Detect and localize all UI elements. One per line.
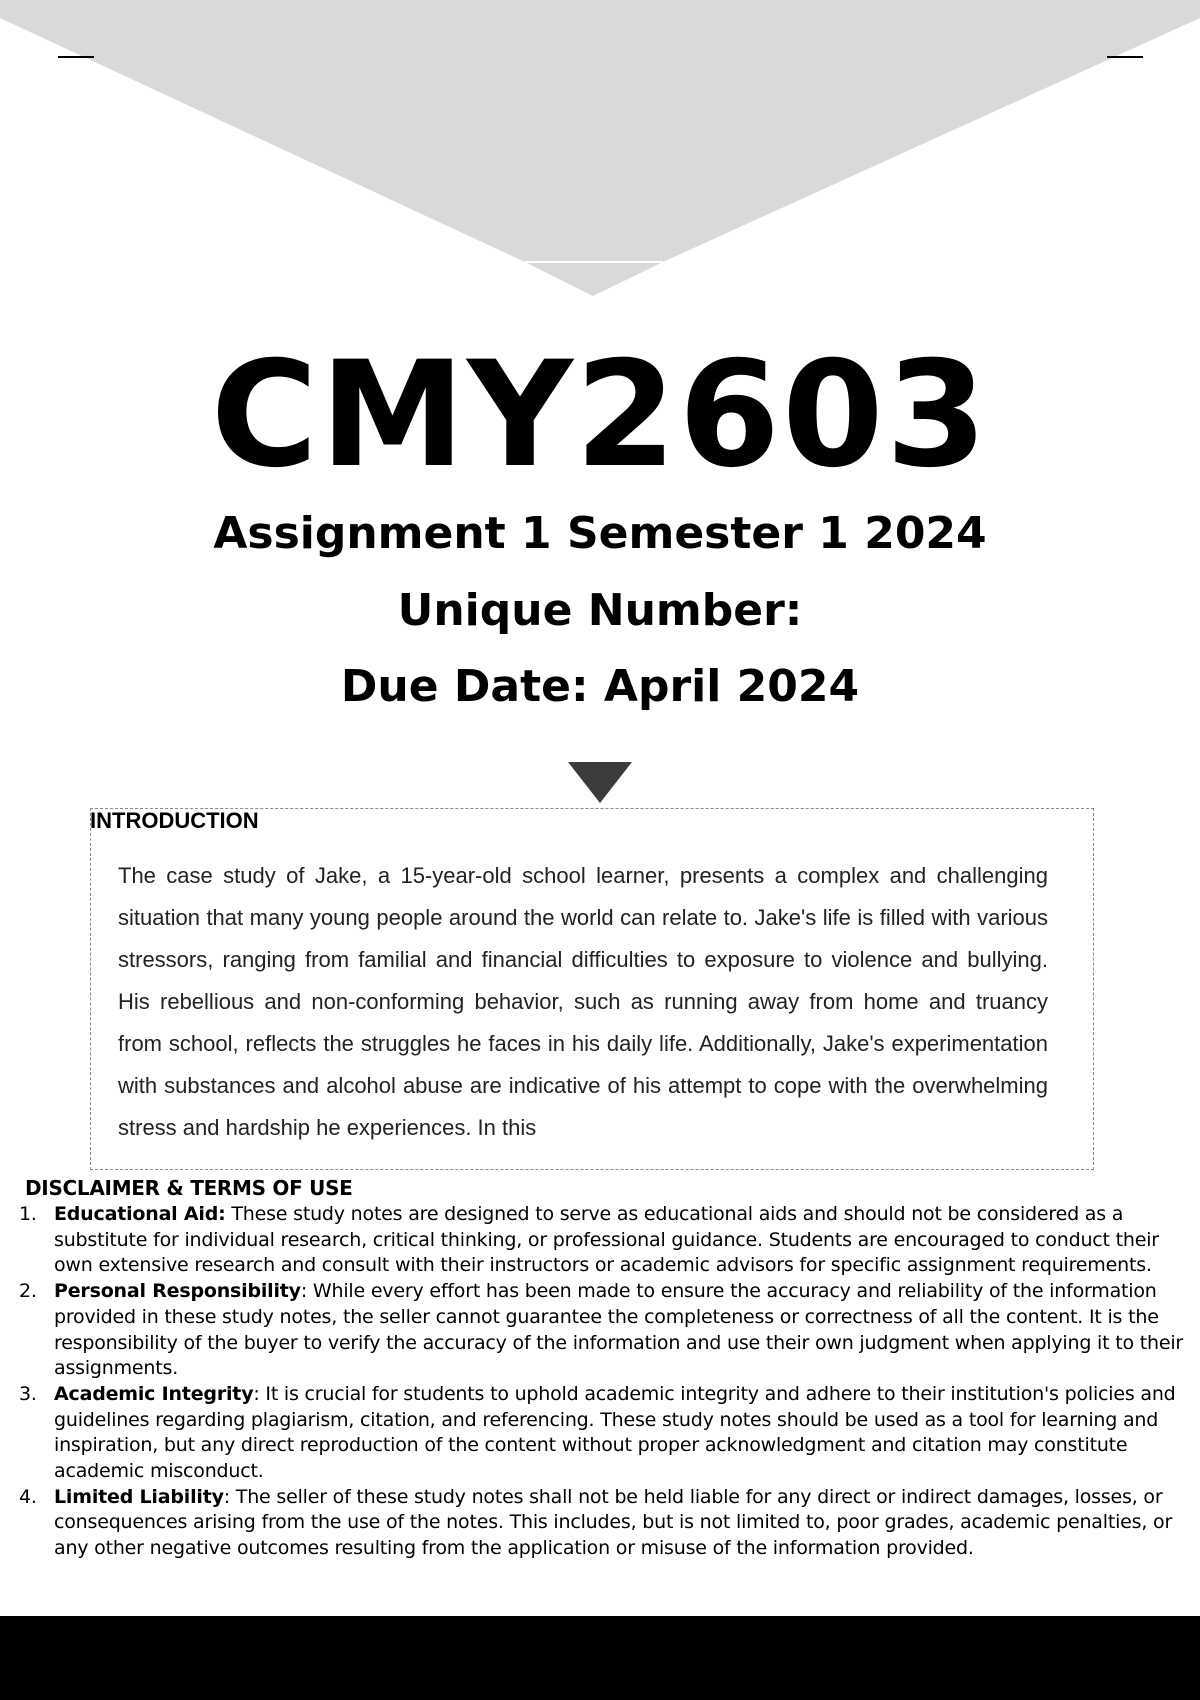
item-title: Educational Aid: [54,1203,226,1225]
corner-crop-mark-left [58,56,94,58]
introduction-box [90,808,1094,1170]
introduction-text: The case study of Jake, a 15-year-old school learner, presents a complex and challenging situation that many young people around the world can relate to. Jake's life is filled with various stressors, ranging from familial and financial difficulties to exposure to violence and bullying. His rebellious and non-conforming behavior, such as running away from home and truancy from school, reflects the struggles he faces in his daily life. Additionally, Jake's experimentation with substances and alcohol abuse are indicative of his attempt to cope with the overwhelming stress and hardship he experiences. In this [118,863,1048,1140]
item-text: : The seller of these study notes shall not be held liable for any direct or indirect damages, losses, or consequences arising from the use of the notes. This includes, but is not limited to, poor grades, academic penalties, or any other negative outcomes resulting from the application or misuse of the information provided. [54,1485,1173,1560]
item-number: 4. [19,1485,37,1508]
assignment-subtitle: Assignment 1 Semester 1 2024 [213,508,987,559]
item-number: 3. [19,1382,37,1405]
unique-number-label: Unique Number: [397,585,803,636]
disclaimer-heading: DISCLAIMER & TERMS OF USE [25,1176,353,1200]
disclaimer-item-educational-aid [14,1202,1186,1279]
bottom-black-bar [0,1616,1200,1700]
disclaimer-item-personal-responsibility [14,1279,1186,1382]
introduction-heading: INTRODUCTION [90,808,259,833]
item-number: 2. [19,1280,37,1303]
item-text: : It is crucial for students to uphold academic integrity and adhere to their institution's policies and guidelines regarding plagiarism, citation, and referencing. These study notes should be used as a tool for learning and inspiration, but any direct reproduction of the content without proper acknowledgment and citation may constitute academic misconduct. [54,1382,1176,1483]
item-title: Limited Liability [54,1485,224,1508]
course-code-title: CMY2603 [210,330,990,500]
disclaimer-list [14,1202,1186,1562]
decorative-chevron-banner [0,0,1200,300]
item-number: 1. [19,1203,37,1225]
item-text: These study notes are designed to serve as educational aids and should not be considered as a substitute for individual research, critical thinking, or professional guidance. Students are encouraged to conduct their own extensive research and consult with their instructors or academic advisors for specific assignment requirements. [54,1203,1159,1277]
disclaimer-item-limited-liability [14,1485,1186,1562]
item-title: Academic Integrity [54,1382,254,1405]
item-title: Personal Responsibility [54,1280,301,1303]
item-text: : While every effort has been made to ensure the accuracy and reliability of the information provided in these study notes, the seller cannot guarantee the completeness or correctness of all the content. It is the responsibility of the buyer to verify the accuracy of the information and use their own judgment when applying it to their assignments. [54,1280,1184,1380]
down-arrow-icon [568,762,632,803]
disclaimer-item-academic-integrity [14,1382,1186,1485]
corner-crop-mark-right [1107,56,1143,58]
due-date-label: Due Date: April 2024 [340,661,860,712]
